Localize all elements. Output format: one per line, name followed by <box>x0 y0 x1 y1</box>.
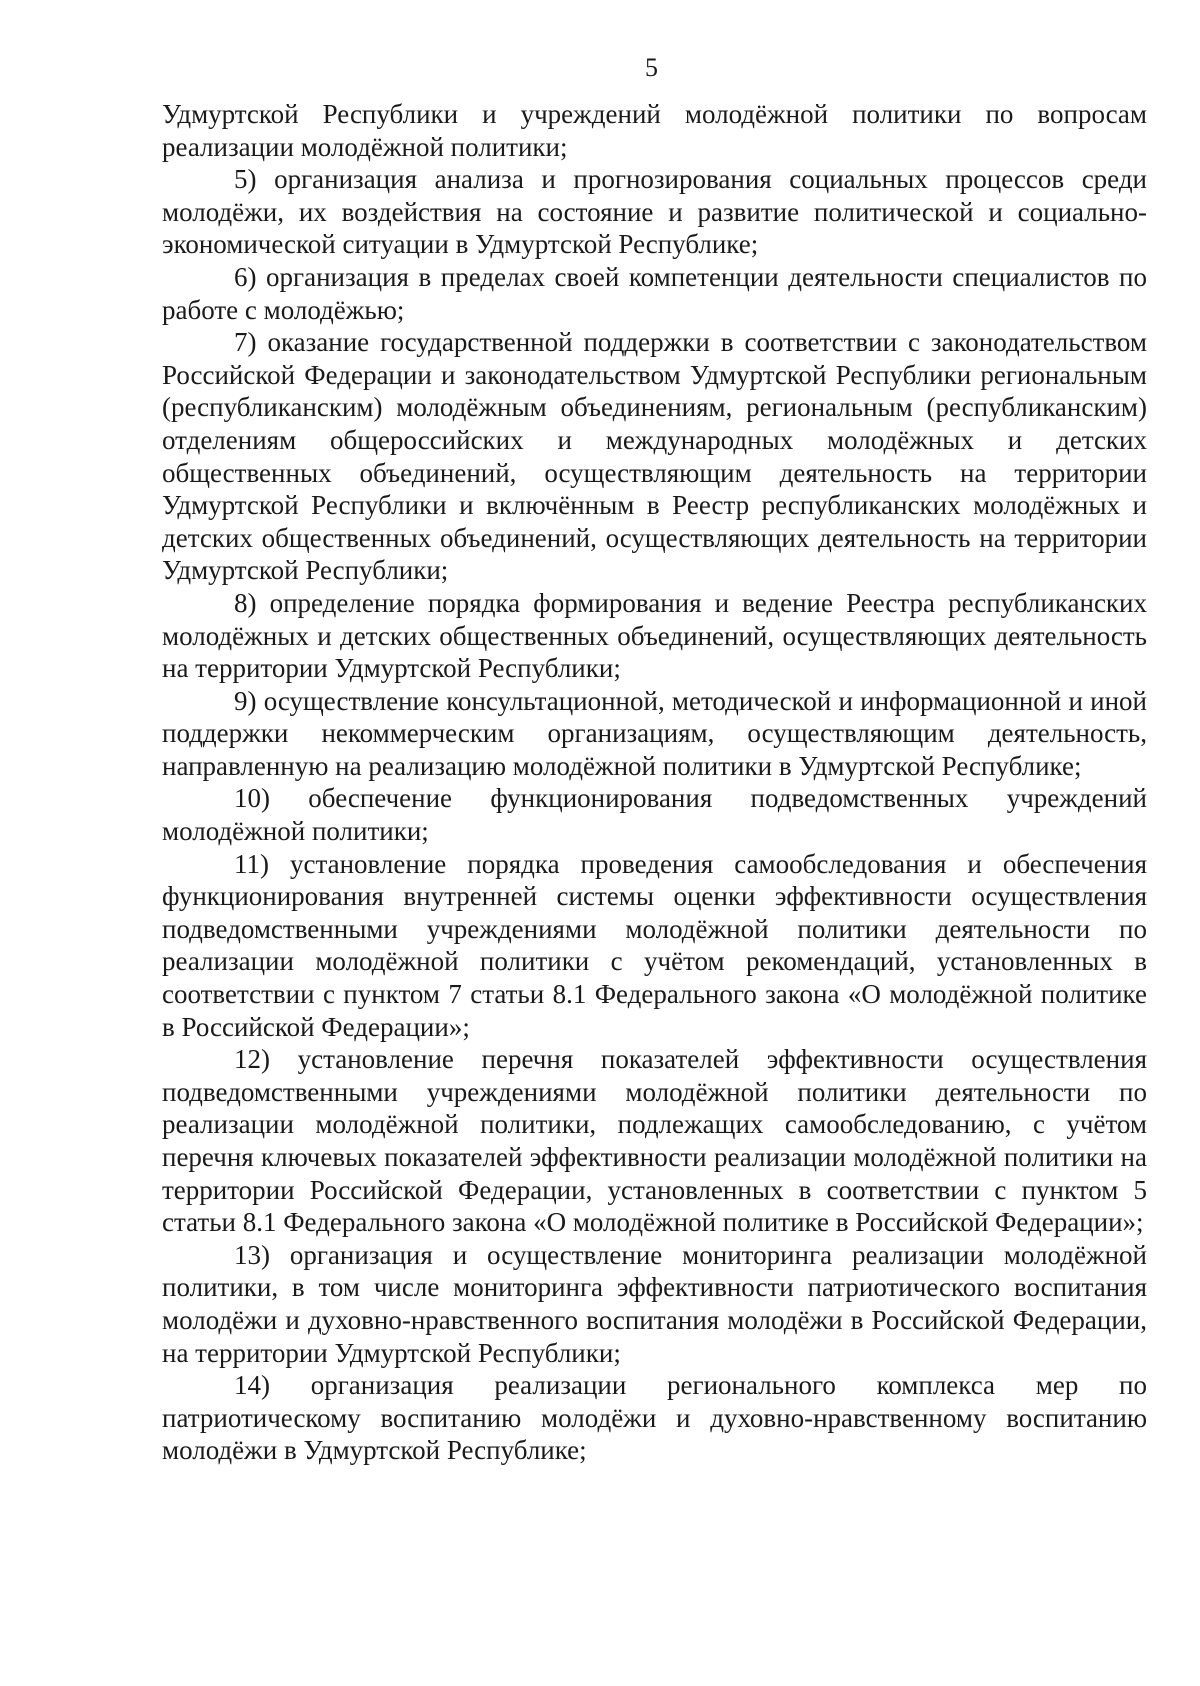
paragraph-item-9: 9) осуществление консультационной, методической и информационной и иной поддержки некоммерческим организациям, осуществляющим деятельность, направленную на реализацию молодёжной политики в Удмуртской Республике; <box>162 685 1147 781</box>
paragraph-item-11: 11) установление порядка проведения самообследования и обеспечения функционирования внутренней системы оценки эффективности осуществления подведомственными учреждениями молодёжной политики деятельности по реализации молодёжной политики с учётом рекомендаций, установленных в соответствии с пунктом 7 статьи 8.1 Федерального закона «О молодёжной политике в Российской Федерации»; <box>162 848 1147 1042</box>
paragraph-item-7: 7) оказание государственной поддержки в соответствии с законодательством Российской Федерации и законодательством Удмуртской Республики региональным (республиканским) молодёжным объединениям, региональным (республиканским) отделениям общероссийских и международных молодёжных и детских общественных объединений, осуществляющим деятельность на территории Удмуртской Республики и включённым в Реестр республиканских молодёжных и детских общественных объединений, осуществляющих деятельность на территории Удмуртской Республики; <box>162 327 1147 586</box>
paragraph-item-8: 8) определение порядка формирования и ведение Реестра республиканских молодёжных и детских общественных объединений, осуществляющих деятельность на территории Удмуртской Республики; <box>162 587 1147 684</box>
paragraph-item-13: 13) организация и осуществление мониторинга реализации молодёжной политики, в том числе мониторинга эффективности патриотического воспитания молодёжи и духовно-нравственного воспитания молодёжи в Российской Федерации, на территории Удмуртской Республики; <box>162 1239 1147 1368</box>
paragraph-item-5: 5) организация анализа и прогнозирования социальных процессов среди молодёжи, их воздействия на состояние и развитие политической и социально-экономической ситуации в Удмуртской Республике; <box>162 164 1147 260</box>
paragraph-continuation: Удмуртской Республики и учреждений молодёжной политики по вопросам реализации молодёжной политики; <box>162 99 1147 162</box>
page-number: 5 <box>645 53 658 82</box>
paragraph-item-14: 14) организация реализации регионального комплекса мер по патриотическому воспитанию молодёжи и духовно-нравственному воспитанию молодёжи в Удмуртской Республике; <box>162 1370 1147 1466</box>
paragraph-item-10: 10) обеспечение функционирования подведомственных учреждений молодёжной политики; <box>162 783 1147 847</box>
paragraph-item-6: 6) организация в пределах своей компетенции деятельности специалистов по работе с молодёжью; <box>162 261 1147 325</box>
paragraph-item-12: 12) установление перечня показателей эффективности осуществления подведомственными учреждениями молодёжной политики деятельности по реализации молодёжной политики, подлежащих самообследованию, с учётом перечня ключевых показателей эффективности реализации молодёжной политики на территории Российской Федерации, установленных в соответствии с пунктом 5 статьи 8.1 Федерального закона «О молодёжной политике в Российской Федерации»; <box>162 1044 1147 1238</box>
